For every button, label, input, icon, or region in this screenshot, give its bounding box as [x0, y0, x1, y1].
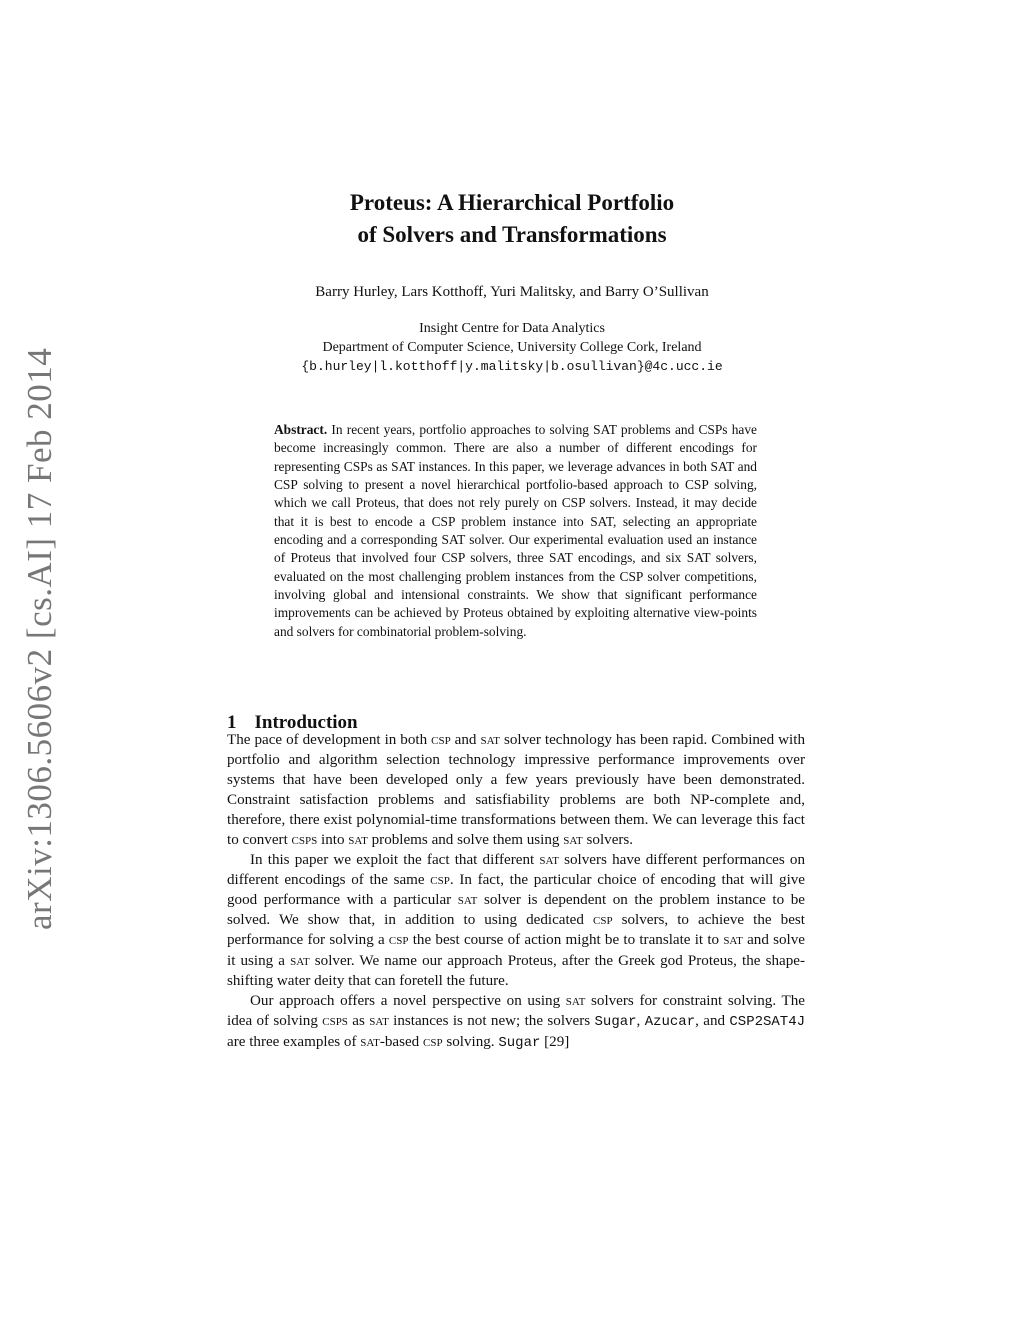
abstract-label: Abstract. — [274, 422, 328, 437]
abstract-text: In recent years, portfolio approaches to solving SAT problems and CSPs have become increasingly common. There are also a number of different encodings for representing CSPs as SAT instances. In this paper, we leverage advances in both SAT and CSP solving to present a novel hierarchical portfolio-based approach to CSP solving, which we call Proteus, that does not rely purely on CSP solvers. Instead, it may decide that it is best to encode a CSP problem instance into SAT, selecting an appropriate encoding and a corresponding SAT solver. Our experimental evaluation used an instance of Proteus that involved four CSP solvers, three SAT encodings, and six SAT solvers, evaluated on the most challenging problem instances from the CSP solver competitions, involving global and intensional constraints. We show that significant performance improvements can be achieved by Proteus obtained by exploiting alternative view-points and solvers for combinatorial problem-solving. — [274, 422, 757, 639]
affiliation-line-1: Insight Centre for Data Analytics — [419, 321, 605, 336]
section-title: Introduction — [254, 712, 358, 733]
affiliation-line-2: Department of Computer Science, University College Cork, Ireland — [322, 340, 702, 355]
abstract — [274, 421, 757, 641]
section-number: 1 — [227, 712, 237, 733]
paragraph-3: Our approach offers a novel perspective on using sat solvers for constraint solving. The idea of solving csps as sat instances is not new; the solvers Sugar, Azucar, and CSP2SAT4J are three examples of sat-based csp solving. Sugar [29] — [227, 992, 806, 1051]
paper-title — [0, 187, 1024, 251]
paragraph-1: The pace of development in both csp and sat solver technology has been rapid. Combined with portfolio and algorithm selection technology impressive performance improvements over systems that have been developed only a few years previously have been demonstrated. Constraint satisfaction problems and satisfiability problems are both NP-complete and, therefore, there exist polynomial-time transformations between them. We can leverage this fact to convert csps into sat problems and solve them using sat solvers. — [227, 732, 805, 849]
arxiv-identifier: arXiv:1306.5606v2 [cs.AI] 17 Feb 2014 — [20, 347, 59, 930]
title-line-1: Proteus: A Hierarchical Portfolio — [349, 190, 675, 215]
title-line-2: of Solvers and Transformations — [357, 222, 667, 247]
affiliation-block — [0, 319, 1024, 376]
author-emails: {b.hurley|l.kotthoff|y.malitsky|b.osullivan}@4c.ucc.ie — [301, 359, 723, 374]
author-list: Barry Hurley, Lars Kotthoff, Yuri Malitsky, and Barry O’Sullivan — [315, 284, 709, 300]
paragraph-2: In this paper we exploit the fact that different sat solvers have different performances on different encodings of the same csp. In fact, the particular choice of encoding that will give good performance with a particular sat solver is dependent on the problem instance to be solved. We show that, in addition to using dedicated csp solvers, to achieve the best performance for solving a csp the best course of action might be to translate it to sat and solve it using a sat solver. We name our approach Proteus, after the Greek god Proteus, the shape-shifting water deity that can foretell the future. — [227, 852, 806, 989]
introduction-body — [227, 730, 805, 1053]
